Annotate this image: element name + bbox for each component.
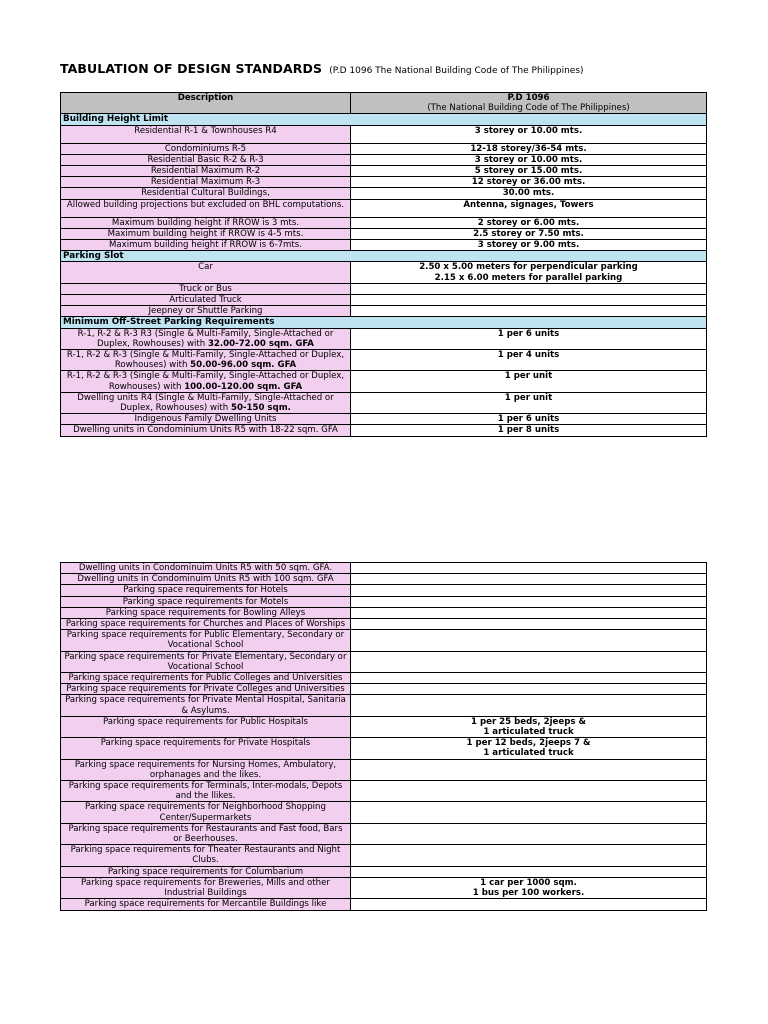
row-description [61, 673, 351, 684]
row-description [61, 371, 351, 392]
row-value [351, 716, 707, 737]
row-description [61, 802, 351, 823]
row-description [61, 350, 351, 371]
table-row [61, 877, 707, 898]
row-value: 2 storey or 6.00 mts. [351, 217, 707, 228]
row-value [351, 802, 707, 823]
table-row [61, 217, 707, 228]
row-description [61, 425, 351, 436]
row-description [61, 177, 351, 188]
description-text: Parking space requirements for Motels [122, 596, 289, 607]
row-value: 1 per unit [351, 371, 707, 392]
value-line-1: 1 per 12 beds, 2jeeps 7 & [466, 738, 591, 749]
header-description: Description [61, 93, 351, 114]
row-description [61, 823, 351, 844]
row-value [351, 574, 707, 585]
description-emphasis: 100.00-120.00 sqm. GFA [184, 381, 303, 392]
row-description [61, 759, 351, 780]
description-text: Parking space requirements for Hotels [123, 585, 288, 596]
section-row [61, 114, 707, 125]
row-description [61, 199, 351, 217]
row-description [61, 596, 351, 607]
design-standards-table-page2 [60, 562, 707, 911]
row-description [61, 283, 351, 294]
row-value [351, 283, 707, 294]
row-value [351, 845, 707, 866]
title-main: TABULATION OF DESIGN STANDARDS [60, 61, 323, 76]
description-text: Parking space requirements for Neighborhood Shopping Center/Supermarkets [85, 802, 326, 823]
row-value: 3 storey or 10.00 mts. [351, 154, 707, 165]
table-row [61, 295, 707, 306]
row-value: 1 per 6 units [351, 414, 707, 425]
table-row [61, 328, 707, 349]
description-text: R-1, R-2 & R-3 (Single & Multi-Family, Single-Attached or Duplex, Rowhouses) with [66, 371, 345, 392]
description-text: Parking space requirements for Bowling Alleys [105, 607, 306, 618]
description-text: Parking space requirements for Private Hospitals [100, 738, 311, 749]
table-row [61, 716, 707, 737]
header-pd1096 [351, 93, 707, 114]
value-line-2: 1 articulated truck [483, 748, 574, 759]
description-text: Car [198, 262, 213, 273]
row-value [351, 651, 707, 672]
description-text: Articulated Truck [169, 295, 242, 306]
section-heading: Parking Slot [61, 251, 707, 262]
description-text: Allowed building projections but excluded on BHL computations. [66, 199, 345, 210]
row-description [61, 295, 351, 306]
row-description [61, 585, 351, 596]
row-value: 3 storey or 9.00 mts. [351, 240, 707, 251]
table-row [61, 306, 707, 317]
row-value [351, 759, 707, 780]
table-row [61, 673, 707, 684]
description-text: Indigenous Family Dwelling Units [134, 414, 277, 425]
row-description [61, 695, 351, 716]
table-row [61, 166, 707, 177]
description-text: Parking space requirements for Theater Restaurants and Night Clubs. [70, 845, 341, 866]
row-value [351, 684, 707, 695]
table-row [61, 802, 707, 823]
row-description [61, 574, 351, 585]
table-row [61, 759, 707, 780]
row-value [351, 607, 707, 618]
table-row [61, 684, 707, 695]
table-row [61, 695, 707, 716]
table-row [61, 125, 707, 143]
value-line-1: 1 per 25 beds, 2jeeps & [471, 716, 586, 727]
row-description [61, 217, 351, 228]
table-row [61, 607, 707, 618]
row-description [61, 306, 351, 317]
row-value [351, 630, 707, 651]
row-description [61, 684, 351, 695]
section-row [61, 317, 707, 328]
value-line-2: 1 bus per 100 workers. [472, 888, 585, 899]
row-description [61, 563, 351, 574]
row-value [351, 306, 707, 317]
description-text: Maximum building height if RROW is 4-5 mts. [107, 228, 304, 239]
description-text: Parking space requirements for Private Elementary, Secondary or Vocational School [64, 651, 347, 672]
description-emphasis: 50-150 sqm. [230, 403, 291, 414]
row-description [61, 125, 351, 143]
row-description [61, 143, 351, 154]
description-text: Parking space requirements for Churches and Places of Worships [65, 619, 346, 630]
description-emphasis: 32.00-72.00 sqm. GFA [207, 338, 314, 349]
table-row [61, 823, 707, 844]
row-value: Antenna, signages, Towers [351, 199, 707, 217]
description-text: Residential Maximum R-2 [150, 166, 261, 177]
row-description [61, 328, 351, 349]
description-text: Parking space requirements for Mercantile Buildings like [84, 899, 327, 910]
row-description [61, 651, 351, 672]
description-text: Residential Basic R-2 & R-3 [147, 154, 264, 165]
description-text: Parking space requirements for Nursing Homes, Ambulatory, orphanages and the likes. [74, 759, 337, 780]
description-text: R-1, R-2 & R-3 (Single & Multi-Family, Single-Attached or Duplex, Rowhouses) with [66, 350, 345, 371]
description-text: R-1, R-2 & R-3 R3 (Single & Multi-Family, Single-Attached or Duplex, Rowhouses) with [77, 328, 334, 349]
description-text: Parking space requirements for Public Colleges and Universities [68, 673, 343, 684]
row-description [61, 188, 351, 199]
table-row [61, 240, 707, 251]
description-text: Residential R-1 & Townhouses R4 [134, 125, 277, 136]
table-row [61, 899, 707, 910]
table-row [61, 781, 707, 802]
row-value: 12-18 storey/36-54 mts. [351, 143, 707, 154]
table-row [61, 574, 707, 585]
description-text: Parking space requirements for Public Elementary, Secondary or Vocational School [66, 630, 345, 651]
row-value: 1 per unit [351, 392, 707, 413]
table-row [61, 228, 707, 239]
section-heading: Minimum Off-Street Parking Requirements [61, 317, 707, 328]
section-row [61, 251, 707, 262]
description-text: Maximum building height if RROW is 3 mts. [111, 217, 300, 228]
table-row [61, 199, 707, 217]
value-line-1: 1 car per 1000 sqm. [480, 877, 577, 888]
table-row [61, 188, 707, 199]
value-line-2: 2.15 x 6.00 meters for parallel parking [434, 272, 623, 283]
row-value [351, 619, 707, 630]
description-text: Dwelling units R4 (Single & Multi-Family, Single-Attached or Duplex, Rowhouses) with [77, 392, 334, 414]
row-value: 5 storey or 15.00 mts. [351, 166, 707, 177]
row-value [351, 738, 707, 759]
table-row [61, 563, 707, 574]
row-description [61, 877, 351, 898]
row-description [61, 619, 351, 630]
table-row [61, 154, 707, 165]
description-text: Dwelling units in Condominuim Units R5 with 100 sqm. GFA [77, 574, 334, 585]
title-sub: (P.D 1096 The National Building Code of The Philippines) [329, 66, 584, 76]
row-value [351, 877, 707, 898]
document-title [60, 58, 584, 77]
table-row [61, 738, 707, 759]
description-text: Parking space requirements for Private Mental Hospital, Sanitaria & Asylums. [65, 695, 346, 716]
row-description [61, 781, 351, 802]
row-description [61, 414, 351, 425]
section-heading: Building Height Limit [61, 114, 707, 125]
table-row [61, 350, 707, 371]
row-description [61, 392, 351, 413]
value-line-2: 1 articulated truck [483, 727, 574, 738]
row-description [61, 716, 351, 737]
description-text: Jeepney or Shuttle Parking [148, 306, 263, 317]
row-value [351, 823, 707, 844]
row-value: 12 storey or 36.00 mts. [351, 177, 707, 188]
description-text: Parking space requirements for Columbarium [107, 866, 304, 877]
design-standards-table-page1 [60, 92, 707, 437]
table-row [61, 371, 707, 392]
table-row [61, 262, 707, 283]
table-row [61, 425, 707, 436]
table-row [61, 143, 707, 154]
row-description [61, 866, 351, 877]
row-description [61, 607, 351, 618]
row-value: 1 per 8 units [351, 425, 707, 436]
row-value: 1 per 4 units [351, 350, 707, 371]
row-value [351, 295, 707, 306]
description-text: Condominiums R-5 [164, 143, 247, 154]
table-row [61, 845, 707, 866]
value-line-1: 2.50 x 5.00 meters for perpendicular parking [419, 262, 638, 273]
row-value: 2.5 storey or 7.50 mts. [351, 228, 707, 239]
description-text: Parking space requirements for Breweries, Mills and other Industrial Buildings [81, 877, 330, 899]
description-text: Truck or Bus [179, 283, 232, 294]
header-pd-sub: (The National Building Code of The Philippines) [427, 103, 630, 114]
row-description [61, 738, 351, 759]
description-text: Maximum building height if RROW is 6-7mts. [108, 240, 302, 251]
row-description [61, 166, 351, 177]
description-text: Residential Maximum R-3 [150, 177, 261, 188]
table-row [61, 619, 707, 630]
row-description [61, 845, 351, 866]
table-header-row [61, 93, 707, 114]
row-value [351, 866, 707, 877]
description-text: Parking space requirements for Terminals, Inter-modals, Depots and the llikes. [68, 781, 343, 802]
description-text: Parking space requirements for Restaurants and Fast food, Bars or Beerhouses. [68, 823, 343, 845]
row-description [61, 630, 351, 651]
row-value [351, 563, 707, 574]
row-value [351, 899, 707, 910]
table-row [61, 392, 707, 413]
description-text: Residential Cultural Buildings, [141, 188, 270, 199]
row-description [61, 154, 351, 165]
row-value: 30.00 mts. [351, 188, 707, 199]
row-value [351, 673, 707, 684]
description-text: Dwelling units in Condominuim Units R5 with 50 sqm. GFA. [78, 563, 333, 573]
table-row [61, 651, 707, 672]
row-description [61, 228, 351, 239]
table-row [61, 177, 707, 188]
table-row [61, 630, 707, 651]
row-description [61, 240, 351, 251]
row-value: 1 per 6 units [351, 328, 707, 349]
description-emphasis: 50.00-96.00 sqm. GFA [190, 360, 297, 371]
row-value [351, 781, 707, 802]
row-value: 3 storey or 10.00 mts. [351, 125, 707, 143]
description-text: Parking space requirements for Private Colleges and Universities [66, 684, 345, 695]
row-value [351, 262, 707, 283]
table-row [61, 585, 707, 596]
description-text: Parking space requirements for Public Hospitals [102, 716, 309, 727]
table-row [61, 283, 707, 294]
table-row [61, 414, 707, 425]
row-description [61, 262, 351, 283]
row-description [61, 899, 351, 910]
table-row [61, 866, 707, 877]
description-text: Dwelling units in Condominium Units R5 with 18-22 sqm. GFA [73, 425, 338, 436]
table-row [61, 596, 707, 607]
row-value [351, 585, 707, 596]
header-pd-title: P.D 1096 [507, 93, 550, 103]
row-value [351, 596, 707, 607]
row-value [351, 695, 707, 716]
